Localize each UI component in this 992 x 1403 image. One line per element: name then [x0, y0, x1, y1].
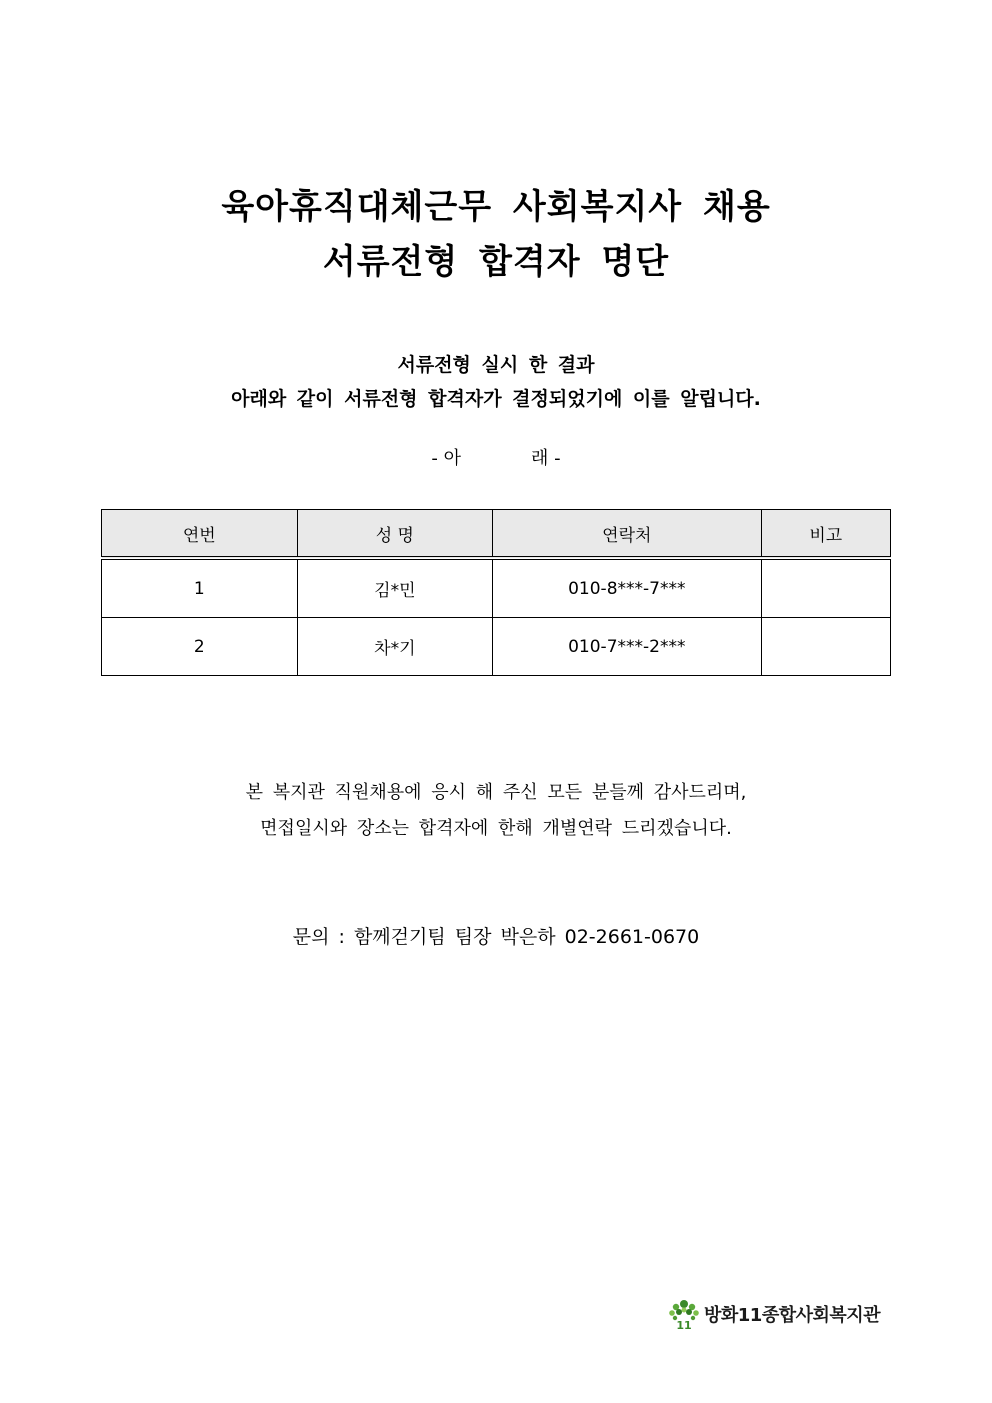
header-remarks: 비고	[761, 510, 891, 559]
cell-name: 차*기	[297, 618, 493, 676]
cell-contact: 010-8***-7***	[493, 558, 761, 618]
cell-name: 김*민	[297, 558, 493, 618]
contact-info: 문의 : 함께걷기팀 팀장 박은하 02-2661-0670	[292, 926, 700, 948]
cell-remarks	[761, 618, 891, 676]
cell-contact: 010-7***-2***	[493, 618, 761, 676]
organization-logo	[666, 1296, 880, 1332]
notice-heading-right: 래 -	[531, 448, 561, 469]
intro-line1: 서류전형 실시 한 결과	[397, 354, 595, 376]
cell-number: 2	[102, 618, 298, 676]
cell-remarks	[761, 558, 891, 618]
applicant-table	[101, 509, 891, 676]
closing-line1: 본 복지관 직원채용에 응시 해 주신 모든 분들께 감사드리며,	[245, 782, 747, 803]
table-header-row	[102, 510, 891, 559]
closing-line2: 면접일시와 장소는 합격자에 한해 개별연락 드리겠습니다.	[260, 818, 732, 839]
notice-heading-left: - 아	[431, 448, 461, 469]
svg-text:11: 11	[676, 1319, 692, 1332]
organization-name: 방화11종합사회복지관	[704, 1305, 881, 1326]
table-row	[102, 558, 891, 618]
intro-line2: 아래와 같이 서류전형 합격자가 결정되었기에 이를 알립니다.	[231, 388, 761, 410]
tree-logo-icon	[666, 1296, 702, 1332]
notice-heading	[0, 444, 992, 470]
header-contact: 연락처	[493, 510, 761, 559]
cell-number: 1	[102, 558, 298, 618]
document-title-line2: 서류전형 합격자 명단	[322, 242, 670, 282]
document-title-line1: 육아휴직대체근무 사회복지사 채용	[221, 187, 771, 227]
header-name: 성 명	[297, 510, 493, 559]
table-row	[102, 618, 891, 676]
header-number: 연번	[102, 510, 298, 559]
